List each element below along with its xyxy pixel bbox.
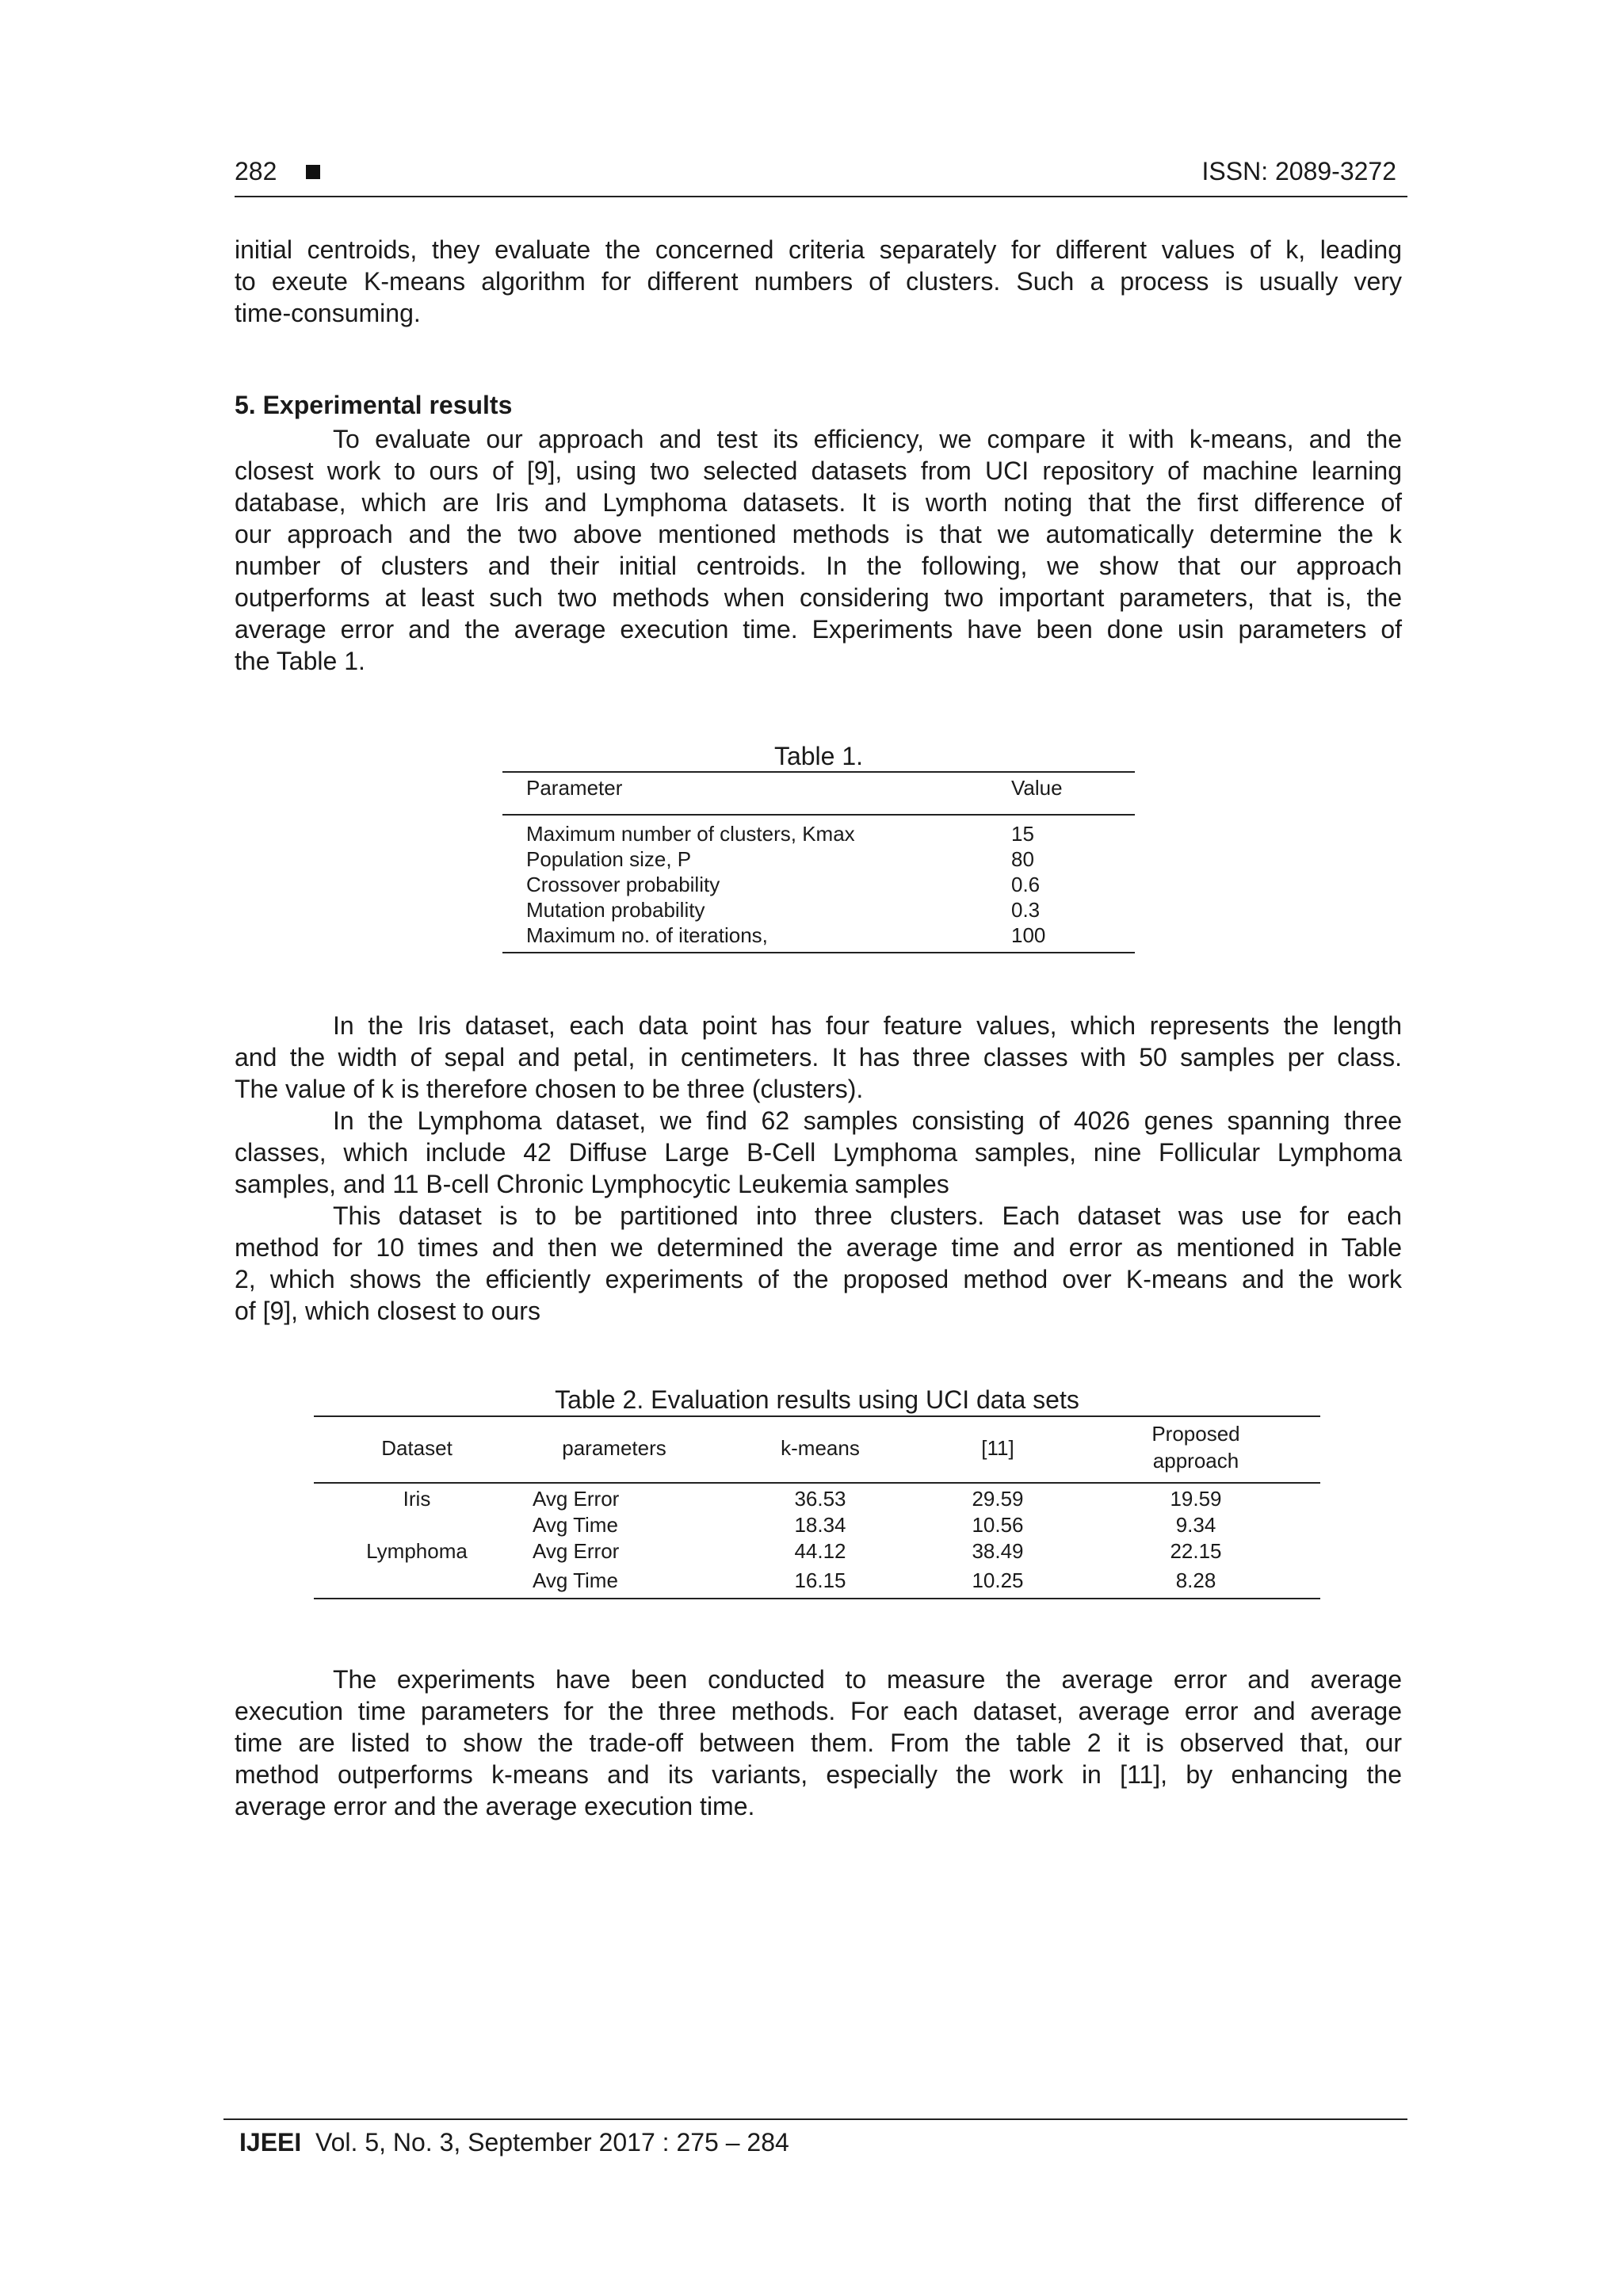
- page-footer: [223, 2118, 1407, 2157]
- table1: [502, 771, 1135, 953]
- text-line: closest work to ours of [9], using two selected datasets from UCI repository of machine learning: [235, 457, 1402, 485]
- table2-cell-kmeans: 36.53: [794, 1487, 846, 1511]
- table2-cell-kmeans: 18.34: [794, 1513, 846, 1537]
- iris-paragraph: [235, 1010, 1402, 1105]
- table2-header-dataset: Dataset: [381, 1436, 453, 1460]
- table2-header-row: [314, 1417, 1320, 1484]
- table2-cell-ref: 38.49: [972, 1539, 1024, 1563]
- intro-paragraph: [235, 234, 1402, 329]
- text-line: The experiments have been conducted to measure the average error and average: [333, 1665, 1402, 1694]
- text-line: execution time parameters for the three methods. For each dataset, average error and average: [235, 1697, 1402, 1725]
- text-line: The value of k is therefore chosen to be three (clusters).: [235, 1075, 864, 1103]
- table2-cell-proposed: 9.34: [1175, 1513, 1216, 1537]
- table2-cell-ref: 10.25: [972, 1568, 1024, 1592]
- text-line: average error and the average execution time.: [235, 1792, 755, 1820]
- text-line: In the Lymphoma dataset, we find 62 samples consisting of 4026 genes spanning three: [333, 1106, 1402, 1135]
- footer-citation: [239, 2128, 789, 2157]
- text-line: method for 10 times and then we determined the average time and error as mentioned in Table: [235, 1233, 1402, 1262]
- table1-row: [502, 923, 1135, 949]
- table1-cell: 0.6: [1011, 873, 1041, 896]
- table2-cell-proposed: 22.15: [1170, 1539, 1222, 1563]
- text-line: the Table 1.: [235, 647, 365, 675]
- text-line: database, which are Iris and Lymphoma datasets. It is worth noting that the first difference of: [235, 488, 1402, 517]
- table1-row: [502, 847, 1135, 873]
- table2-cell-ref: 29.59: [972, 1487, 1024, 1511]
- table1-cell: Maximum number of clusters, Kmax: [526, 822, 855, 846]
- footer-journal: IJEEI: [239, 2128, 302, 2157]
- table2-cell-ref: 10.56: [972, 1513, 1024, 1537]
- text-line: outperforms at least such two methods when considering two important parameters, that is, the: [235, 583, 1402, 612]
- page-number: 282: [235, 157, 277, 185]
- table1-cell: Population size, P: [526, 847, 692, 871]
- text-line: time-consuming.: [235, 299, 421, 327]
- table1-header-value: Value: [1011, 776, 1063, 800]
- table2-cell-parameter: Avg Time: [533, 1513, 618, 1537]
- text-line: our approach and the two above mentioned methods is that we automatically determine the k: [235, 520, 1402, 548]
- table1-caption: Table 1.: [773, 742, 864, 770]
- table1-row: [502, 898, 1135, 923]
- conclusion-paragraph: [235, 1664, 1402, 1822]
- table2-header-ref: [11]: [981, 1436, 1014, 1460]
- square-bullet-icon: [306, 165, 320, 179]
- table2-row: [314, 1565, 1320, 1595]
- lymphoma-paragraph: [235, 1105, 1402, 1200]
- table2-header-proposed-line2: approach: [1152, 1449, 1239, 1473]
- table2-row: [314, 1513, 1320, 1539]
- text-line: initial centroids, they evaluate the concerned criteria separately for different values of k, leading: [235, 235, 1402, 264]
- footer-volume-info: Vol. 5, No. 3, September 2017 : 275 – 284: [315, 2128, 789, 2157]
- table2-cell-parameter: Avg Error: [533, 1539, 620, 1563]
- table2-cell-dataset: Iris: [403, 1487, 431, 1511]
- partition-paragraph: [235, 1200, 1402, 1327]
- text-line: to exeute K-means algorithm for different numbers of clusters. Such a process is usually very: [235, 267, 1402, 296]
- table1-row: [502, 873, 1135, 898]
- text-line: In the Iris dataset, each data point has four feature values, which represents the length: [333, 1011, 1402, 1040]
- table1-header-row: [502, 773, 1135, 816]
- table2-cell-proposed: 19.59: [1170, 1487, 1222, 1511]
- text-line: This dataset is to be partitioned into three clusters. Each dataset was use for each: [333, 1201, 1402, 1230]
- table2-row: [314, 1539, 1320, 1565]
- table2-row: [314, 1487, 1320, 1513]
- table2-cell-parameter: Avg Error: [533, 1487, 620, 1511]
- text-line: and the width of sepal and petal, in centimeters. It has three classes with 50 samples per class.: [235, 1043, 1402, 1072]
- table2-header-parameters: parameters: [562, 1436, 666, 1460]
- text-line: number of clusters and their initial centroids. In the following, we show that our approach: [235, 552, 1402, 580]
- table1-cell: 100: [1011, 923, 1046, 947]
- table1-row: [502, 822, 1135, 847]
- text-line: samples, and 11 B-cell Chronic Lymphocytic Leukemia samples: [235, 1170, 949, 1198]
- table1-cell: Maximum no. of iterations,: [526, 923, 768, 947]
- table1-cell: Mutation probability: [526, 898, 705, 922]
- text-line: of [9], which closest to ours: [235, 1297, 540, 1325]
- table2: [314, 1415, 1320, 1599]
- journal-issn: ISSN: 2089-3272: [1201, 157, 1396, 185]
- section-title: 5. Experimental results: [235, 391, 513, 419]
- section-paragraph: [235, 423, 1402, 677]
- table2-header-kmeans: k-means: [781, 1436, 860, 1460]
- text-line: 2, which shows the efficiently experiments of the proposed method over K-means and the work: [235, 1265, 1402, 1293]
- text-line: To evaluate our approach and test its efficiency, we compare it with k-means, and the: [333, 425, 1402, 453]
- table1-cell: 0.3: [1011, 898, 1041, 922]
- table2-cell-parameter: Avg Time: [533, 1568, 618, 1592]
- text-line: method outperforms k-means and its variants, especially the work in [11], by enhancing the: [235, 1760, 1402, 1789]
- table2-cell-proposed: 8.28: [1175, 1568, 1216, 1592]
- text-line: time are listed to show the trade-off between them. From the table 2 it is observed that, our: [235, 1729, 1402, 1757]
- table1-header-parameter: Parameter: [526, 776, 623, 800]
- table2-cell-kmeans: 44.12: [794, 1539, 846, 1563]
- table2-header-proposed-line1: Proposed: [1151, 1422, 1240, 1446]
- table1-cell: 80: [1011, 847, 1034, 871]
- table2-cell-dataset: Lymphoma: [366, 1539, 468, 1563]
- text-line: classes, which include 42 Diffuse Large B-Cell Lymphoma samples, nine Follicular Lymphoma: [235, 1138, 1402, 1167]
- table2-caption: Table 2. Evaluation results using UCI data sets: [555, 1385, 1079, 1414]
- table1-cell: 15: [1011, 822, 1034, 846]
- table1-cell: Crossover probability: [526, 873, 720, 896]
- table2-cell-kmeans: 16.15: [794, 1568, 846, 1592]
- text-line: average error and the average execution time. Experiments have been done usin parameters of: [235, 615, 1402, 644]
- page-header: [235, 153, 1407, 197]
